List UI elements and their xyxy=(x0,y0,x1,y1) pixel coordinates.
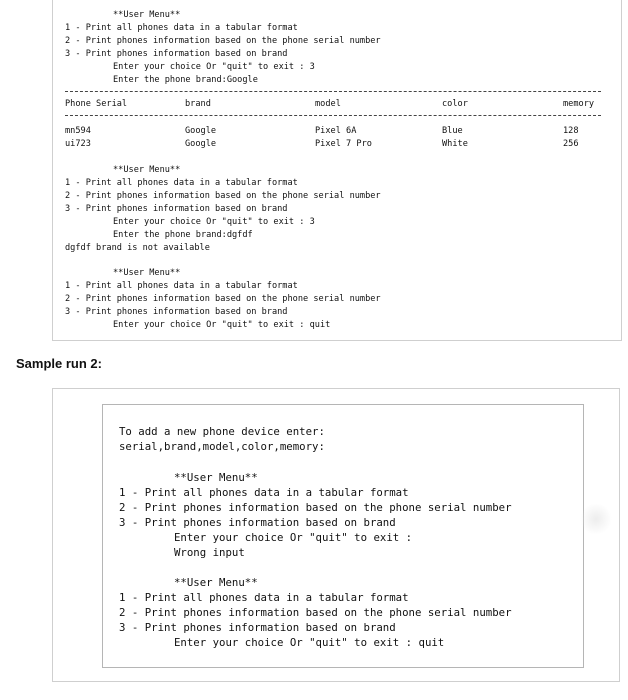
table-divider-top xyxy=(65,91,601,92)
cell-brand: Google xyxy=(185,139,217,149)
wrong-input-message: Wrong input xyxy=(174,546,245,559)
cell-memory: 256 xyxy=(563,139,579,149)
menu-title: **User Menu** xyxy=(174,576,258,589)
menu-option-3: 3 - Print phones information based on brand xyxy=(119,621,396,634)
menu-title: **User Menu** xyxy=(113,268,181,278)
sample-run-2-panel xyxy=(52,388,620,682)
choice-prompt: Enter your choice Or "quit" to exit : xyxy=(174,531,413,544)
menu-option-2: 2 - Print phones information based on the phone serial number xyxy=(65,36,381,46)
menu-title: **User Menu** xyxy=(113,165,181,175)
cell-serial: mn594 xyxy=(65,126,91,136)
header-brand: brand xyxy=(185,99,211,109)
menu-option-2: 2 - Print phones information based on the phone serial number xyxy=(65,191,381,201)
menu-title: **User Menu** xyxy=(174,471,258,484)
screen-glare xyxy=(579,504,613,534)
choice-prompt: Enter your choice Or "quit" to exit : quit xyxy=(174,636,445,649)
brand-prompt: Enter the phone brand:dgfdf xyxy=(113,230,253,240)
menu-option-1: 1 - Print all phones data in a tabular format xyxy=(65,178,298,188)
header-color: color xyxy=(442,99,468,109)
brand-prompt: Enter the phone brand:Google xyxy=(113,75,258,85)
header-phone-serial: Phone Serial xyxy=(65,99,128,109)
menu-option-3: 3 - Print phones information based on brand xyxy=(65,49,288,59)
add-device-format: serial,brand,model,color,memory: xyxy=(119,440,325,453)
cell-serial: ui723 xyxy=(65,139,91,149)
menu-option-3: 3 - Print phones information based on brand xyxy=(65,307,288,317)
menu-option-2: 2 - Print phones information based on the phone serial number xyxy=(65,294,381,304)
cell-model: Pixel 7 Pro xyxy=(315,139,372,149)
choice-prompt: Enter your choice Or "quit" to exit : quit xyxy=(113,320,331,330)
cell-model: Pixel 6A xyxy=(315,126,357,136)
cell-color: Blue xyxy=(442,126,463,136)
menu-option-1: 1 - Print all phones data in a tabular format xyxy=(119,486,409,499)
menu-option-1: 1 - Print all phones data in a tabular format xyxy=(65,281,298,291)
sample-run-2-heading: Sample run 2: xyxy=(16,356,102,371)
menu-option-2: 2 - Print phones information based on the phone serial number xyxy=(119,501,512,514)
menu-option-1: 1 - Print all phones data in a tabular format xyxy=(65,23,298,33)
console-output-box xyxy=(102,404,584,668)
choice-prompt: Enter your choice Or "quit" to exit : 3 xyxy=(113,217,315,227)
cell-color: White xyxy=(442,139,468,149)
brand-not-available-message: dgfdf brand is not available xyxy=(65,243,210,253)
menu-option-1: 1 - Print all phones data in a tabular format xyxy=(119,591,409,604)
menu-option-2: 2 - Print phones information based on the phone serial number xyxy=(119,606,512,619)
header-memory: memory xyxy=(563,99,595,109)
sample-run-1-panel xyxy=(52,0,622,341)
cell-memory: 128 xyxy=(563,126,579,136)
menu-option-3: 3 - Print phones information based on brand xyxy=(119,516,396,529)
choice-prompt: Enter your choice Or "quit" to exit : 3 xyxy=(113,62,315,72)
cell-brand: Google xyxy=(185,126,217,136)
menu-title: **User Menu** xyxy=(113,10,181,20)
header-model: model xyxy=(315,99,341,109)
add-device-instruction: To add a new phone device enter: xyxy=(119,425,325,438)
menu-option-3: 3 - Print phones information based on brand xyxy=(65,204,288,214)
table-divider-bottom xyxy=(65,115,601,116)
